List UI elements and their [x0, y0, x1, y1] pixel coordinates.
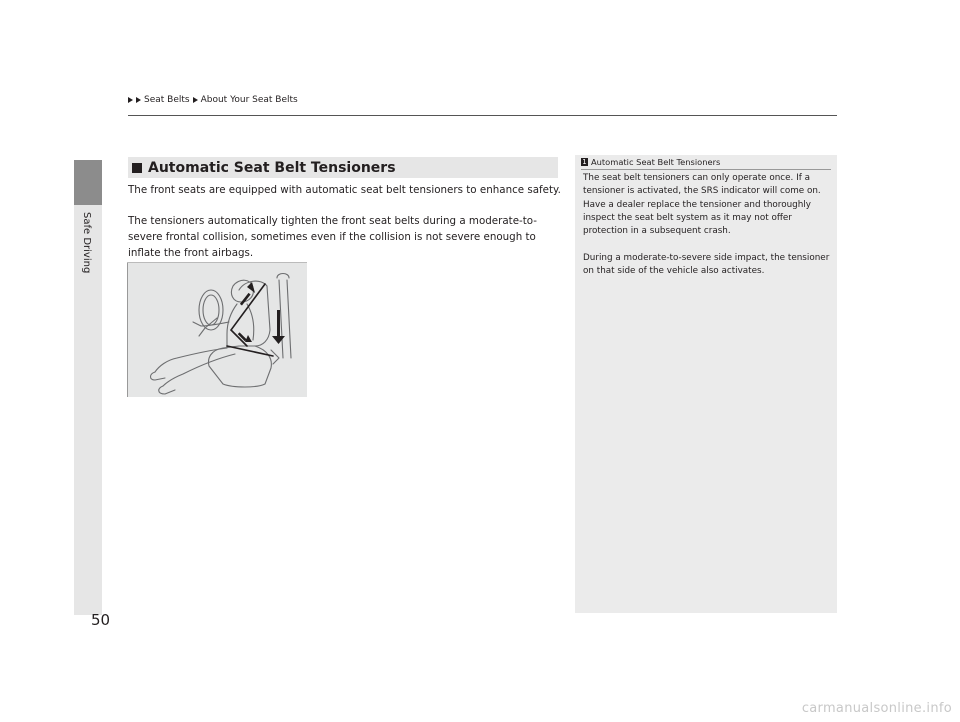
side-tab-label: Safe Driving [81, 212, 92, 274]
page-number: 50 [91, 611, 111, 629]
breadcrumb-item[interactable]: Seat Belts [144, 95, 190, 105]
breadcrumb [128, 95, 298, 105]
side-note-heading [581, 157, 720, 167]
breadcrumb-arrow-icon [193, 97, 198, 103]
breadcrumb-item[interactable]: About Your Seat Belts [200, 95, 298, 105]
note-number-badge: 1 [582, 158, 587, 166]
section-title: Automatic Seat Belt Tensioners [148, 159, 396, 176]
occupant-seat-illustration [127, 262, 307, 397]
side-note-paragraph: The seat belt tensioners can only operate once. If a tensioner is activated, the SRS indicator will come on. Have a dealer replace the tensioner and thoroughly inspect the seat belt system as it may not offer protection in a subsequent crash. [583, 173, 821, 237]
body-paragraph: The tensioners automatically tighten the front seat belts during a moderate-to-severe frontal collision, sometimes even if the collision is not severe enough to inflate the front airbags. [128, 215, 537, 259]
figure-border [127, 262, 307, 263]
breadcrumb-arrow-icon [128, 97, 133, 103]
side-note-divider [581, 169, 831, 170]
side-note-paragraph: During a moderate-to-severe side impact, the tensioner on that side of the vehicle also activates. [583, 253, 830, 277]
section-bullet-icon [132, 163, 142, 173]
section-heading-bar [128, 157, 558, 178]
body-paragraph: The front seats are equipped with automatic seat belt tensioners to enhance safety. [128, 184, 561, 196]
side-note-title: Automatic Seat Belt Tensioners [591, 157, 721, 167]
seat-belt-tensioner-illustration [127, 262, 307, 397]
watermark: carmanualsonline.info [801, 701, 952, 716]
header-divider [128, 115, 837, 116]
figure-border [127, 262, 128, 397]
side-tab-marker [74, 160, 102, 205]
breadcrumb-arrow-icon [136, 97, 141, 103]
